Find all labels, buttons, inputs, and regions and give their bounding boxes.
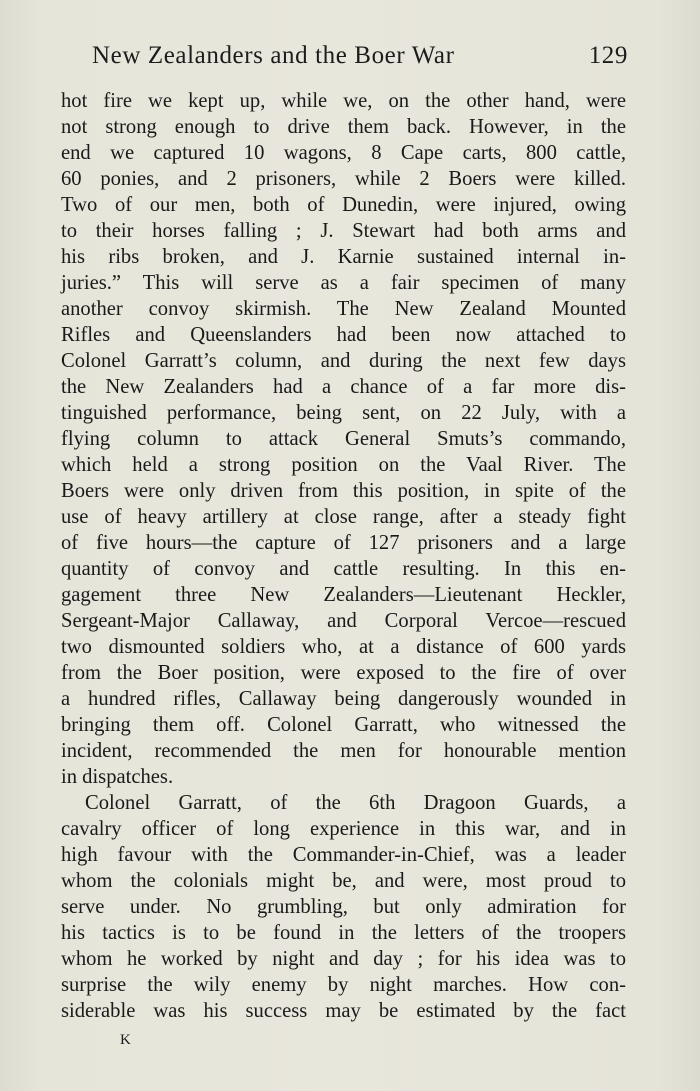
text-line: Colonel Garratt’s column, and during the next few days: [61, 350, 626, 372]
running-head: [92, 42, 628, 78]
text-line: Boers were only driven from this position, in spite of the: [61, 480, 626, 502]
body-text: [61, 88, 626, 1024]
text-line: incident, recommended the men for honourable mention: [61, 740, 626, 762]
text-line: high favour with the Commander-in-Chief, was a leader: [61, 844, 626, 866]
text-line: flying column to attack General Smuts’s commando,: [61, 428, 626, 450]
paragraph: [61, 88, 626, 790]
text-line: quantity of convoy and cattle resulting. In this en-: [61, 558, 626, 580]
text-line: Sergeant-Major Callaway, and Corporal Vercoe—rescued: [61, 610, 626, 632]
text-line: juries.” This will serve as a fair specimen of many: [61, 272, 626, 294]
text-line: tinguished performance, being sent, on 22 July, with a: [61, 402, 626, 424]
text-line: gagement three New Zealanders—Lieutenant Heckler,: [61, 584, 626, 606]
text-line: Rifles and Queenslanders had been now attached to: [61, 324, 626, 346]
text-line: the New Zealanders had a chance of a far more dis-: [61, 376, 626, 398]
paragraph: [61, 790, 626, 1024]
text-line: another convoy skirmish. The New Zealand Mounted: [61, 298, 626, 320]
text-line: from the Boer position, were exposed to the fire of over: [61, 662, 626, 684]
signature-mark: K: [120, 1032, 132, 1048]
text-line: his ribs broken, and J. Karnie sustained internal in-: [61, 246, 626, 268]
running-head-title: New Zealanders and the Boer War: [92, 42, 455, 69]
text-line: a hundred rifles, Callaway being dangerously wounded in: [61, 688, 626, 710]
text-line: not strong enough to drive them back. However, in the: [61, 116, 626, 138]
text-line: surprise the wily enemy by night marches. How con-: [61, 974, 626, 996]
text-line: which held a strong position on the Vaal River. The: [61, 454, 626, 476]
text-line: cavalry officer of long experience in this war, and in: [61, 818, 626, 840]
text-line: hot fire we kept up, while we, on the other hand, were: [61, 90, 626, 112]
text-line: of five hours—the capture of 127 prisoners and a large: [61, 532, 626, 554]
text-line: serve under. No grumbling, but only admiration for: [61, 896, 626, 918]
text-line: to their horses falling ; J. Stewart had both arms and: [61, 220, 626, 242]
page-number: 129: [588, 42, 628, 69]
text-line: whom the colonials might be, and were, most proud to: [61, 870, 626, 892]
text-line: siderable was his success may be estimated by the fact: [61, 1000, 626, 1022]
text-line: Colonel Garratt, of the 6th Dragoon Guards, a: [85, 792, 626, 814]
text-line: in dispatches.: [61, 766, 174, 788]
text-line: two dismounted soldiers who, at a distance of 600 yards: [61, 636, 626, 658]
text-line: end we captured 10 wagons, 8 Cape carts, 800 cattle,: [61, 142, 626, 164]
text-line: bringing them off. Colonel Garratt, who witnessed the: [61, 714, 626, 736]
text-line: 60 ponies, and 2 prisoners, while 2 Boers were killed.: [61, 168, 626, 190]
text-line: his tactics is to be found in the letters of the troopers: [61, 922, 626, 944]
text-line: whom he worked by night and day ; for his idea was to: [61, 948, 626, 970]
text-line: use of heavy artillery at close range, after a steady fight: [61, 506, 626, 528]
text-line: Two of our men, both of Dunedin, were injured, owing: [61, 194, 626, 216]
